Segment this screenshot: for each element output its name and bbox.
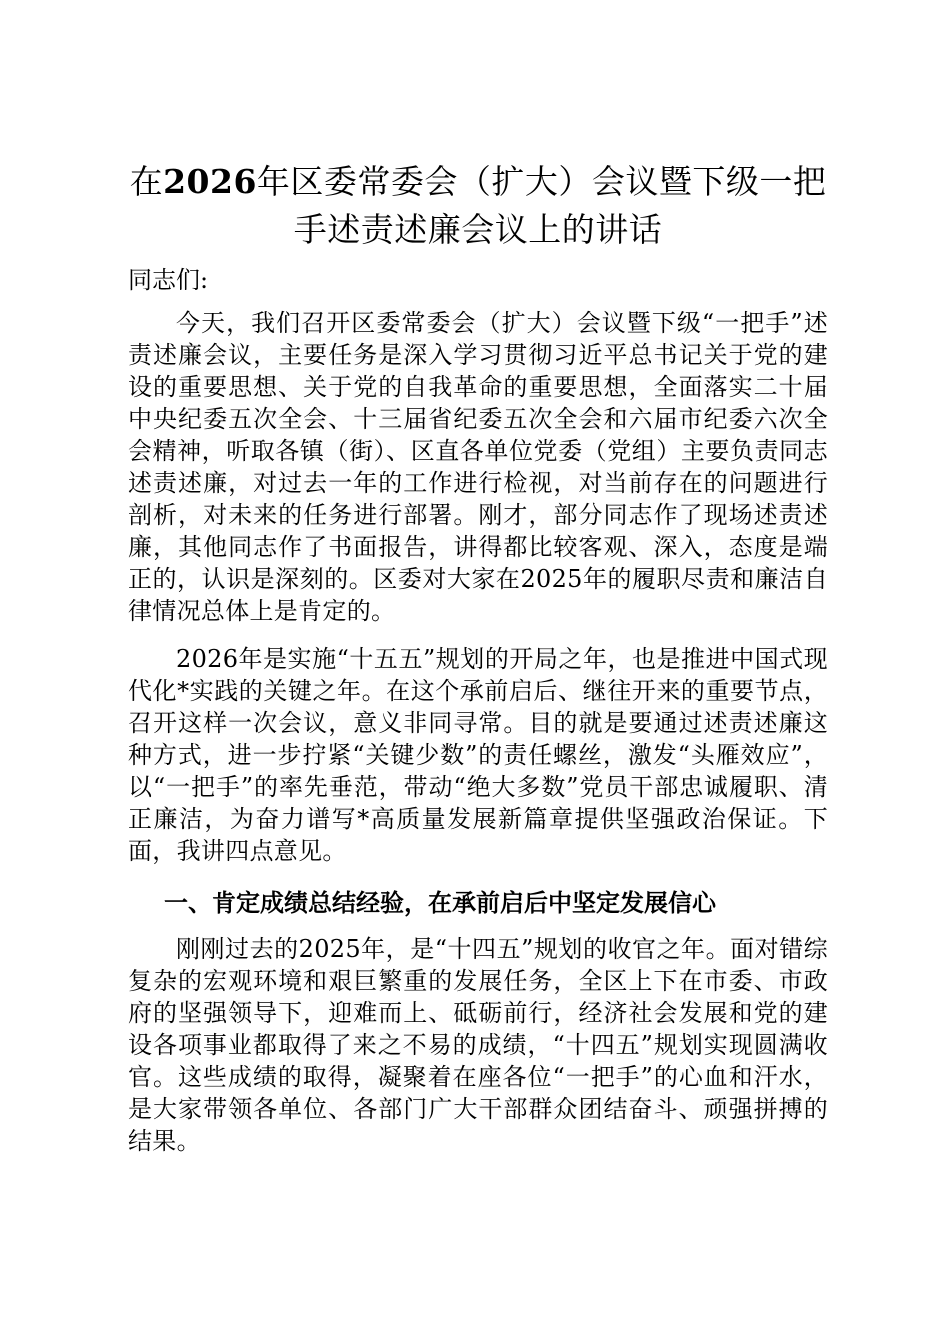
salutation: 同志们: bbox=[128, 266, 209, 294]
paragraph-opening: 今天，我们召开区委常委会（扩大）会议暨下级“一把手”述责述廉会议，主要任务是深入学习贯彻习近平总书记关于党的建设的重要思想、关于党的自我革命的重要思想，全面落实二十届中央纪委五次全会、十三届省纪委五次全会和六届市纪委六次全会精神，听取各镇（街）、区直各单位党委（党组）主要负责同志述责述廉，对过去一年的工作进行检视，对当前存在的问题进行剖析，对未来的任务进行部署。刚才，部分同志作了现场述责述廉，其他同志作了书面报告，讲得都比较客观、深入，态度是端正的，认识是深刻的。区委对大家在2025年的履职尽责和廉洁自律情况总体上是肯定的。 bbox=[128, 309, 828, 625]
section-paragraph: 刚刚过去的2025年，是“十四五”规划的收官之年。面对错综复杂的宏观环境和艰巨繁重的发展任务，全区上下在市委、市政府的坚强领导下，迎难而上、砥砺前行，经济社会发展和党的建设各项事业都取得了来之不易的成绩，“十四五”规划实现圆满收官。这些成绩的取得，凝聚着在座各位“一把手”的心血和汗水，是大家带领各单位、各部门广大干部群众团结奋斗、顽强拼搏的结果。 bbox=[128, 935, 828, 1155]
paragraph-purpose: 2026年是实施“十五五”规划的开局之年，也是推进中国式现代化*实践的关键之年。在这个承前启后、继往开来的重要节点，召开这样一次会议，意义非同寻常。目的就是要通过述责述廉这种方式，进一步拧紧“关键少数”的责任螺丝，激发“头雁效应”，以“一把手”的率先垂范，带动“绝大多数”党员干部忠诚履职、清正廉洁，为奋力谱写*高质量发展新篇章提供坚强政治保证。下面，我讲四点意见。 bbox=[128, 645, 828, 865]
title-prefix: 在 bbox=[129, 162, 164, 201]
document-title bbox=[128, 158, 828, 254]
document-page bbox=[128, 158, 828, 1173]
title-year: 2026 bbox=[163, 162, 257, 201]
title-rest: 年区委常委会（扩大）会议暨下级一把手述责述廉会议上的讲话 bbox=[256, 162, 827, 249]
section-heading: 一、肯定成绩总结经验，在承前启后中坚定发展信心 bbox=[164, 889, 716, 917]
